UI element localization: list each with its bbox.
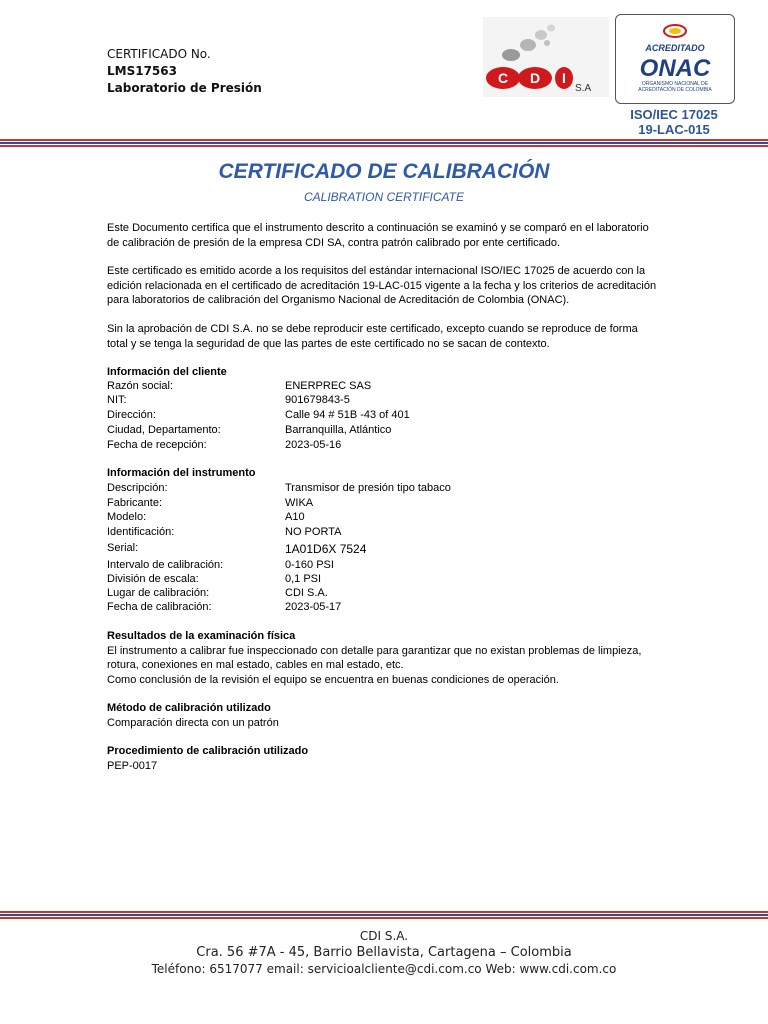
field-label: Fecha de recepción: — [107, 439, 207, 451]
onac-name: ONAC — [639, 55, 711, 82]
cdi-letter-c: C — [497, 70, 509, 86]
method-text: Comparación directa con un patrón — [107, 717, 279, 729]
standard-paragraph — [107, 264, 667, 308]
cdi-letter-d: D — [529, 70, 541, 86]
field-value: A10 — [285, 511, 305, 523]
field-label: Lugar de calibración: — [107, 587, 210, 599]
field-label: Identificación: — [107, 526, 175, 538]
physical-heading: Resultados de la examinación física — [107, 630, 296, 642]
instrument-row — [107, 601, 667, 616]
iso-standard: ISO/IEC 17025 — [630, 107, 718, 122]
laboratory-name: Laboratorio de Presión — [107, 81, 262, 95]
cdi-logo — [483, 17, 609, 97]
field-value: 0,1 PSI — [285, 573, 322, 585]
accreditation-info — [614, 107, 734, 137]
field-value: 901679843-5 — [285, 394, 350, 406]
client-row — [107, 424, 667, 439]
instrument-row — [107, 559, 667, 574]
footer-address: Cra. 56 #7A - 45, Barrio Bellavista, Cartagena – Colombia — [196, 945, 572, 960]
field-label: Fabricante: — [107, 497, 163, 509]
client-row — [107, 409, 667, 424]
footer-stripe-blue — [0, 914, 768, 916]
field-value: Calle 94 # 51B -43 of 401 — [285, 409, 410, 421]
footer-stripe-red-2 — [0, 917, 768, 919]
client-row — [107, 439, 667, 454]
field-value: 2023-05-17 — [285, 601, 342, 613]
text-line: para laboratorios de calibración del Organismo Nacional de Acreditación de Colombia (ONAC). — [107, 294, 570, 306]
onac-org-line1: ORGANISMO NACIONAL DE — [641, 81, 709, 87]
certificate-number: LMS17563 — [107, 64, 177, 78]
instrument-row — [107, 573, 667, 588]
field-label: Fecha de calibración: — [107, 601, 212, 613]
cdi-sa-text: S.A — [575, 83, 592, 94]
instrument-row — [107, 526, 667, 541]
instrument-row — [107, 497, 667, 512]
field-value: Transmisor de presión tipo tabaco — [285, 482, 451, 494]
instrument-row — [107, 587, 667, 602]
text-line: edición relacionada en el certificado de acreditación 19-LAC-015 vigente a la fecha y los criterios de acreditación — [107, 279, 657, 292]
method-heading: Método de calibración utilizado — [107, 702, 271, 714]
field-label: Dirección: — [107, 409, 156, 421]
intro-paragraph — [107, 221, 667, 250]
procedure-text: PEP-0017 — [107, 760, 158, 772]
field-value: NO PORTA — [285, 526, 342, 538]
field-label: NIT: — [107, 394, 127, 406]
certificate-number-label: CERTIFICADO No. — [107, 47, 211, 61]
text-line: Sin la aprobación de CDI S.A. no se debe reproducir este certificado, excepto cuando se reproduce de forma — [107, 323, 638, 335]
onac-org-line2: ACREDITACIÓN DE COLOMBIA — [638, 87, 712, 93]
text-line: total y se tenga la seguridad de que las partes de este certificado no se sacan de contexto. — [107, 337, 550, 350]
header-stripe-red — [0, 139, 768, 141]
field-label: Razón social: — [107, 380, 174, 392]
client-row — [107, 394, 667, 409]
field-label: Ciudad, Departamento: — [107, 424, 221, 436]
onac-acreditado: ACREDITADO — [645, 43, 705, 53]
field-value: Barranquilla, Atlántico — [285, 424, 392, 436]
field-value: ENERPREC SAS — [285, 380, 372, 392]
footer-stripe-red — [0, 911, 768, 913]
procedure-heading: Procedimiento de calibración utilizado — [107, 745, 309, 757]
field-label: Descripción: — [107, 482, 168, 494]
reproduction-paragraph — [107, 322, 667, 351]
header-stripe-blue — [0, 142, 768, 144]
instrument-row — [107, 482, 667, 497]
page-title: CERTIFICADO DE CALIBRACIÓN — [218, 160, 550, 183]
field-value: CDI S.A. — [285, 587, 328, 599]
text-line: Este Documento certifica que el instrumento descrito a continuación se examinó y se comparó en el laboratorio — [107, 222, 649, 234]
header-stripe-red-2 — [0, 145, 768, 147]
instrument-row — [107, 511, 667, 526]
text-line: Como conclusión de la revisión el equipo se encuentra en buenas condiciones de operación. — [107, 674, 559, 686]
field-value: 2023-05-16 — [285, 439, 342, 451]
onac-badge — [615, 14, 735, 104]
footer-company: CDI S.A. — [359, 929, 409, 943]
client-heading: Información del cliente — [107, 366, 227, 378]
field-value: WIKA — [285, 497, 314, 509]
field-label: Intervalo de calibración: — [107, 559, 224, 571]
instrument-row — [107, 542, 667, 557]
page-subtitle: CALIBRATION CERTIFICATE — [303, 190, 465, 204]
accreditation-code: 19-LAC-015 — [638, 122, 710, 137]
field-value: 1A01D6X 7524 — [285, 542, 367, 556]
text-line: rotura, conexiones en mal estado, cables en mal estado, etc. — [107, 659, 404, 671]
instrument-heading: Información del instrumento — [107, 467, 256, 479]
footer-contact: Teléfono: 6517077 email: servicioalcliente@cdi.com.co Web: www.cdi.com.co — [151, 962, 617, 976]
field-value: 0-160 PSI — [285, 559, 334, 571]
text-line: Este certificado es emitido acorde a los requisitos del estándar internacional ISO/IEC 17025 de acuerdo con la — [107, 265, 646, 277]
field-label: División de escala: — [107, 573, 199, 585]
field-label: Serial: — [107, 542, 139, 554]
text-line: de calibración de presión de la empresa CDI SA, contra patrón calibrado por ente certificado. — [107, 236, 561, 249]
client-row — [107, 380, 667, 395]
text-line: El instrumento a calibrar fue inspeccionado con detalle para garantizar que no existan problemas de limpieza, — [107, 645, 642, 657]
certificate-header — [107, 46, 262, 97]
field-label: Modelo: — [107, 511, 147, 523]
cdi-letter-i: I — [562, 70, 566, 86]
